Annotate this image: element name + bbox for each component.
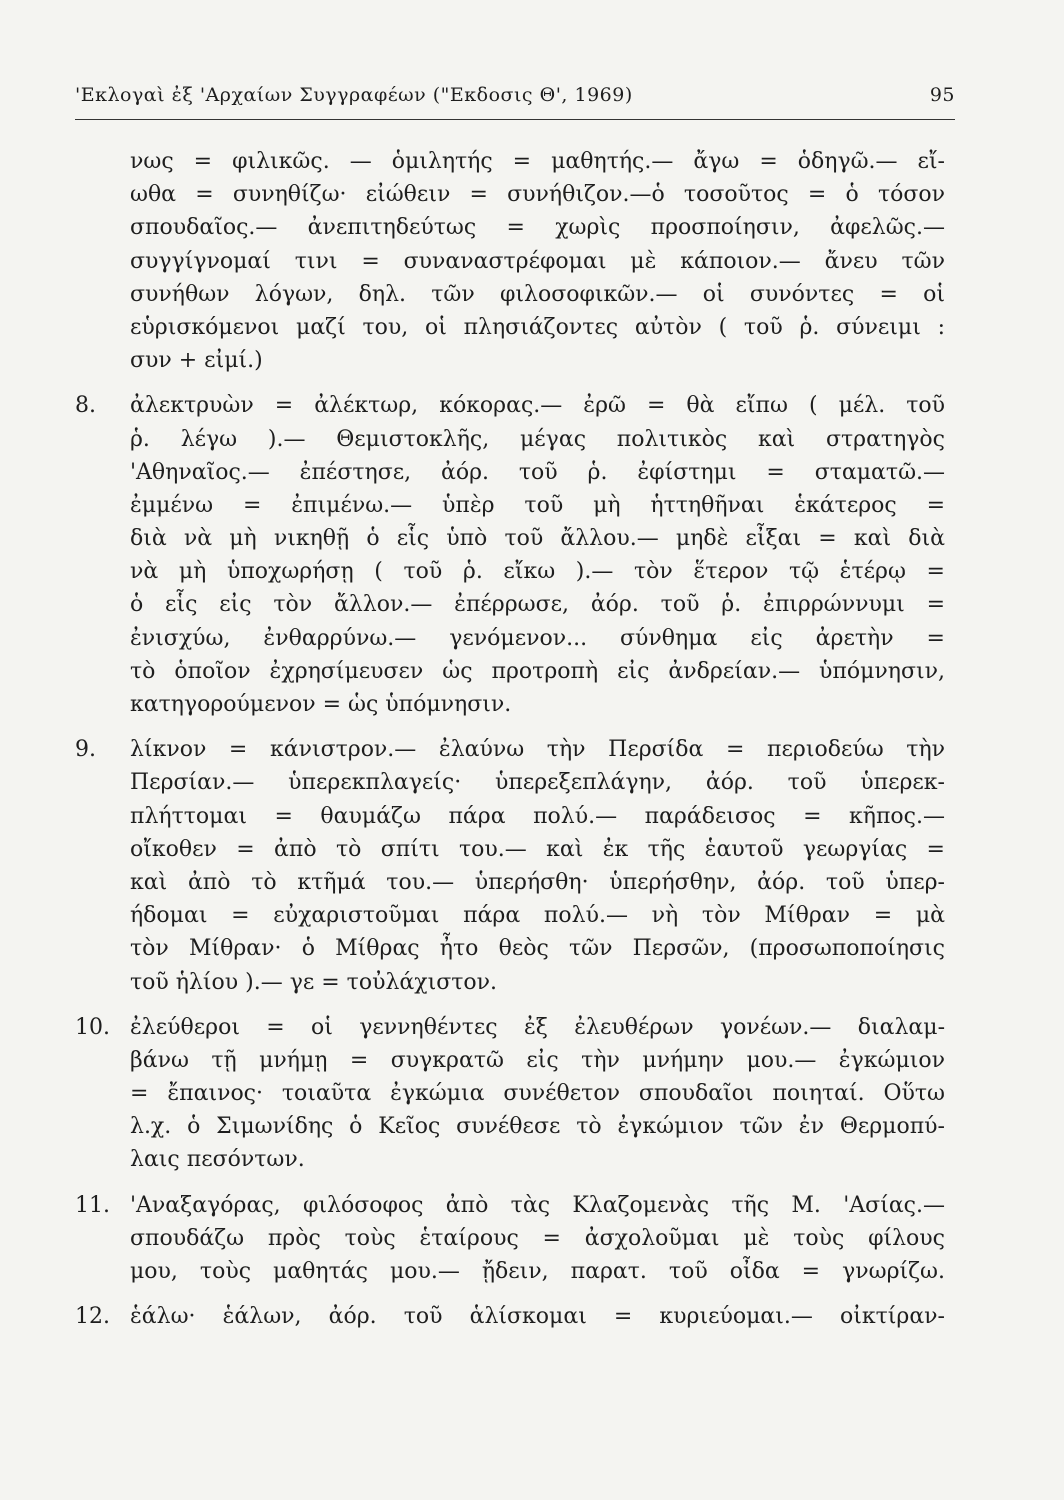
text-line [75,688,945,721]
text-line [75,800,945,833]
running-title: 'Εκλογαὶ ἐξ 'Αρχαίων Συγγραφέων ("Εκδοσις Θ', 1969) [75,84,633,106]
line-text: βάνω τῇ μνήμῃ = συγκρατῶ εἰς τὴν μνήμην μου.— ἐγκώμιον [130,1047,945,1073]
entry-number: 12. [75,1304,110,1330]
line-text: ήδομαι = εὐχαριστοῦμαι πάρα πολύ.— νὴ τὸν Μίθραν = μὰ [130,903,945,929]
line-text: τοῦ ἡλίου ).— γε = τοὐλάχιστον. [130,969,498,995]
commentary-text [75,145,945,1333]
text-line [75,145,945,178]
line-text: 'Αθηναῖος.— ἐπέστησε, ἀόρ. τοῦ ῥ. ἐφίστημι = σταματῶ.— [130,459,945,485]
text-line [75,489,945,522]
entry-number: 10. [75,1014,110,1040]
text-line [75,866,945,899]
text-line [75,932,945,965]
text-line [75,1110,945,1143]
entry-gap [75,721,945,733]
line-text: ῥ. λέγω ).— Θεμιστοκλῆς, μέγας πολιτικὸς καὶ στρατηγὸς [130,426,945,452]
line-text: λίκνον = κάνιστρον.— ἐλαύνω τὴν Περσίδα = περιοδεύω τὴν [130,737,945,763]
text-line [75,655,945,688]
entry-gap [75,1288,945,1300]
entry-number: 11. [75,1192,110,1218]
text-line [75,1143,945,1176]
text-line [75,423,945,456]
line-text: ἐνισχύω, ἐνθαρρύνω.— γενόμενον... σύνθημα εἰς ἀρετὴν = [130,625,945,651]
line-text: ἐμμένω = ἐπιμένω.— ὑπὲρ τοῦ μὴ ἡττηθῆναι ἑκάτερος = [130,492,945,518]
text-line [75,245,945,278]
text-line [75,588,945,621]
line-text: εὑρισκόμενοι μαζί του, οἱ πλησιάζοντες αὐτὸν ( τοῦ ῥ. σύνειμι : [130,314,945,340]
entry-gap [75,377,945,389]
line-text: καὶ ἀπὸ τὸ κτῆμά του.— ὑπερήσθη· ὑπερήσθην, ἀόρ. τοῦ ὑπερ- [130,869,945,895]
line-text: συνήθων λόγων, δηλ. τῶν φιλοσοφικῶν.— οἱ συνόντες = οἱ [130,281,945,307]
text-line [75,278,945,311]
text-line [75,966,945,999]
line-text: τὸν Μίθραν· ὁ Μίθρας ἦτο θεὸς τῶν Περσῶν, (προσωποποίησις [130,936,945,962]
line-text: ἐλεύθεροι = οἱ γεννηθέντες ἐξ ἐλευθέρων γονέων.— διαλαμ- [130,1014,945,1040]
line-text: συγγίγνομαί τινι = συναναστρέφομαι μὲ κάποιον.— ἄνευ τῶν [130,248,945,274]
text-line [75,899,945,932]
text-line [75,1300,945,1333]
line-text: λαις πεσόντων. [130,1147,305,1173]
line-text: σπουδάζω πρὸς τοὺς ἑταίρους = ἀσχολοῦμαι μὲ τοὺς φίλους [130,1225,945,1251]
entry-number: 9. [75,737,96,763]
line-text: νως = φιλικῶς. — ὁμιλητής = μαθητής.— ἄγω = ὁδηγῶ.— εἴ- [130,149,945,174]
line-text: ἑάλω· ἑάλων, ἀόρ. τοῦ ἁλίσκομαι = κυριεύομαι.— οἰκτίραν- [130,1304,945,1330]
line-text: μου, τοὺς μαθητάς μου.— ᾔδειν, παρατ. τοῦ οἶδα = γνωρίζω. [130,1259,945,1284]
line-text: ωθα = συνηθίζω· εἰώθειν = συνήθιζον.—ὁ τοσοῦτος = ὁ τόσον [130,182,945,208]
line-text: 'Αναξαγόρας, φιλόσοφος ἀπὸ τὰς Κλαζομενὰς τῆς Μ. 'Ασίας.— [130,1192,945,1218]
entry-number: 8. [75,393,96,419]
line-text: σπουδαῖος.— ἀνεπιτηδεύτως = χωρὶς προσποίησιν, ἀφελῶς.— [130,215,945,241]
text-line [75,833,945,866]
text-line [75,733,945,766]
entry-gap [75,999,945,1011]
line-text: νὰ μὴ ὑποχωρήσῃ ( τοῦ ῥ. εἴκω ).— τὸν ἕτερον τῷ ἑτέρῳ = [130,559,945,585]
text-line [75,1189,945,1222]
text-line [75,1011,945,1044]
line-text: πλήττομαι = θαυμάζω πάρα πολύ.— παράδεισος = κῆπος.— [130,803,945,829]
text-line [75,389,945,422]
header-rule [75,119,955,120]
page-number: 95 [929,84,955,106]
text-line [75,344,945,377]
text-line [75,456,945,489]
text-line [75,1255,945,1288]
text-line [75,1044,945,1077]
text-line [75,311,945,344]
text-line [75,1222,945,1255]
line-text: οἴκοθεν = ἀπὸ τὸ σπίτι του.— καὶ ἐκ τῆς ἑαυτοῦ γεωργίας = [130,836,945,862]
text-line [75,766,945,799]
line-text: διὰ νὰ μὴ νικηθῇ ὁ εἷς ὑπὸ τοῦ ἄλλου.— μηδὲ εἶξαι = καὶ διὰ [130,526,945,552]
text-line [75,522,945,555]
text-line [75,211,945,244]
text-line [75,622,945,655]
text-line [75,555,945,588]
entry-gap [75,1177,945,1189]
line-text: τὸ ὁποῖον ἐχρησίμευσεν ὡς προτροπὴ εἰς ἀνδρείαν.— ὑπόμνησιν, [130,658,945,684]
text-line [75,178,945,211]
line-text: Περσίαν.— ὑπερεκπλαγείς· ὑπερεξεπλάγην, ἀόρ. τοῦ ὑπερεκ- [130,770,945,796]
line-text: ὁ εἷς εἰς τὸν ἄλλον.— ἐπέρρωσε, ἀόρ. τοῦ ῥ. ἐπιρρώννυμι = [130,592,945,618]
line-text: ἀλεκτρυὼν = ἀλέκτωρ, κόκορας.— ἐρῶ = θὰ εἴπω ( μέλ. τοῦ [130,393,945,419]
line-text: συν + εἰμί.) [130,348,263,374]
text-line [75,1077,945,1110]
line-text: λ.χ. ὁ Σιμωνίδης ὁ Κεῖος συνέθεσε τὸ ἐγκώμιον τῶν ἐν Θερμοπύ- [130,1114,945,1140]
line-text: κατηγορούμενον = ὡς ὑπόμνησιν. [130,692,512,717]
line-text: = ἔπαινος· τοιαῦτα ἐγκώμια συνέθετον σπουδαῖοι ποιηταί. Οὕτω [130,1081,945,1107]
